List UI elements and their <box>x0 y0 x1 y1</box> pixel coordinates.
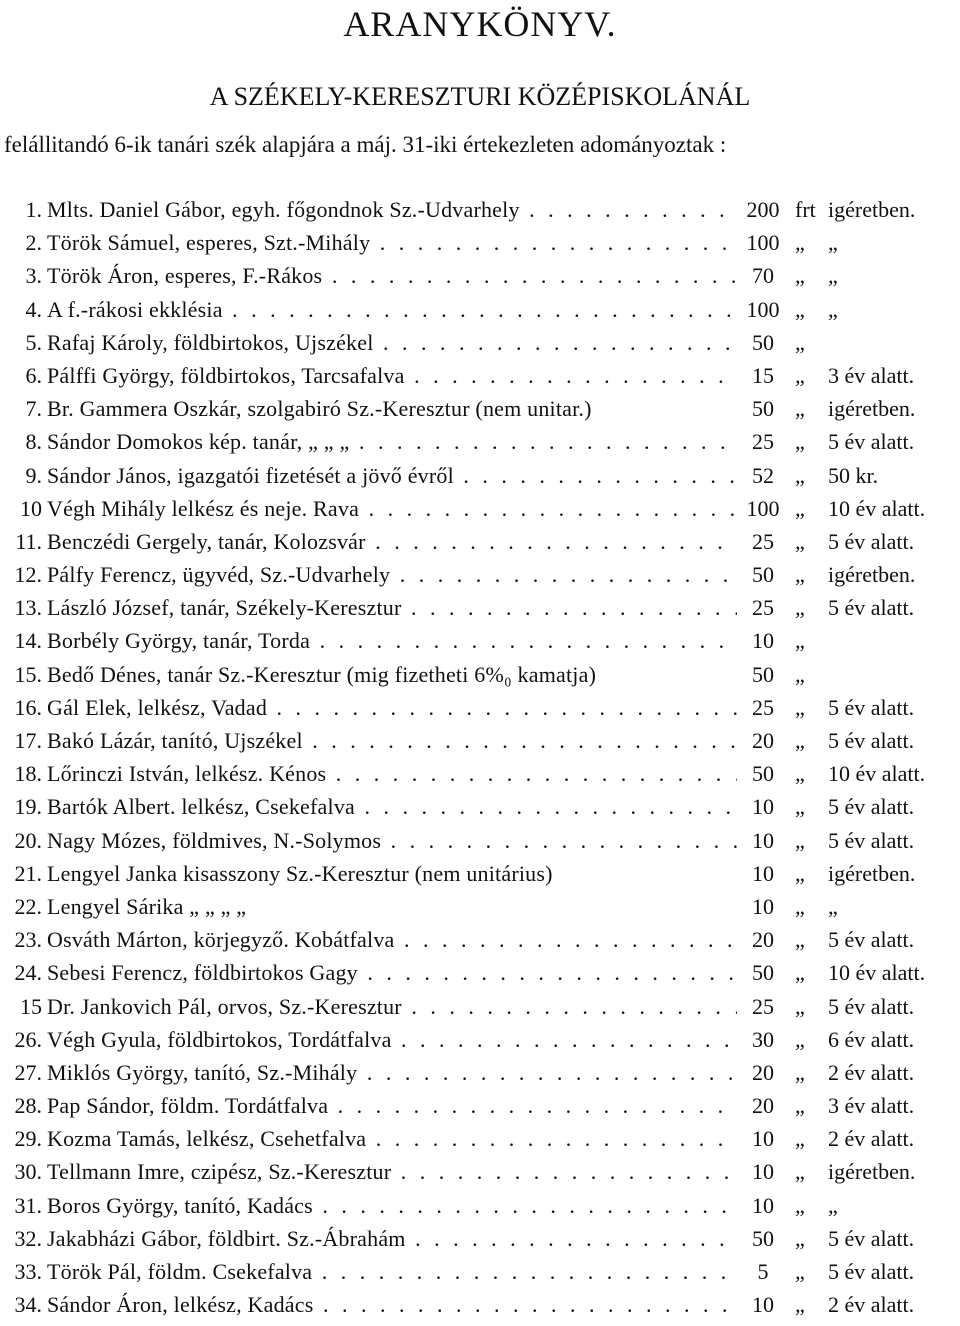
currency-unit: „ <box>795 263 805 289</box>
donation-note: „ <box>828 893 838 919</box>
donation-amount: 10 <box>738 857 788 890</box>
entry-number: 5. <box>25 329 42 355</box>
donation-note: igéretben. <box>828 860 916 886</box>
donor-row <box>0 857 960 890</box>
donor-row <box>0 1189 960 1222</box>
donation-amount: 50 <box>738 658 788 691</box>
donation-amount: 70 <box>738 259 788 292</box>
currency-unit: „ <box>795 230 805 256</box>
donation-note: 3 év alatt. <box>828 1093 915 1119</box>
donor-name: Lengyel Sárika „ „ „ „ <box>47 893 247 919</box>
donor-row <box>0 1288 960 1321</box>
currency-unit: „ <box>795 960 805 986</box>
donation-amount: 50 <box>738 558 788 591</box>
donation-amount: 50 <box>738 757 788 790</box>
entry-number: 15. <box>14 661 42 687</box>
donor-name: Gál Elek, lelkész, Vadad . . . <box>47 691 737 724</box>
donor-name: Br. Gammera Oszkár, szolgabiró Sz.-Keresztur (nem unitar.) <box>47 396 592 422</box>
currency-unit: „ <box>795 794 805 820</box>
donor-row <box>0 525 960 558</box>
currency-unit: „ <box>795 1026 805 1052</box>
donation-note: 5 év alatt. <box>828 528 915 554</box>
entry-number: 22. <box>14 893 42 919</box>
donor-name: Pálfy Ferencz, ügyvéd, Sz.-Udvarhely . . . <box>47 558 737 591</box>
donor-row <box>0 492 960 525</box>
donor-name: Végh Mihály lelkész és neje. Rava . . . <box>47 492 737 525</box>
currency-unit: „ <box>795 1225 805 1251</box>
donor-name: Tellmann Imre, czipész, Sz.-Keresztur . . . <box>47 1155 737 1188</box>
currency-unit: „ <box>795 528 805 554</box>
donor-name: Lengyel Janka kisasszony Sz.-Keresztur (nem unitárius) <box>47 860 553 886</box>
donation-note: 10 év alatt. <box>828 495 926 521</box>
donation-amount: 25 <box>738 525 788 558</box>
entry-number: 2. <box>25 230 42 256</box>
donation-amount: 52 <box>738 459 788 492</box>
donor-row <box>0 724 960 757</box>
donation-note: 5 év alatt. <box>828 827 915 853</box>
donor-name: Boros György, tanító, Kadács . . . <box>47 1189 737 1222</box>
entry-number: 24. <box>14 960 42 986</box>
donor-name: Sándor Domokos kép. tanár, „ „ „ . . . <box>47 425 737 458</box>
currency-unit: „ <box>795 694 805 720</box>
donation-note: „ <box>828 230 838 256</box>
entry-number: 28. <box>14 1093 42 1119</box>
entry-number: 32. <box>14 1225 42 1251</box>
donation-amount: 100 <box>738 492 788 525</box>
donor-row <box>0 193 960 226</box>
entry-number: 9. <box>25 462 42 488</box>
currency-unit: „ <box>795 728 805 753</box>
currency-unit: „ <box>795 1159 805 1185</box>
entry-number: 19. <box>14 794 42 820</box>
entry-number: 34. <box>14 1292 42 1318</box>
donor-row <box>0 1122 960 1155</box>
entry-number: 14. <box>14 628 42 654</box>
donor-row <box>0 359 960 392</box>
donation-amount: 50 <box>738 1222 788 1255</box>
currency-unit: „ <box>795 1292 805 1318</box>
donor-name: Lőrinczi István, lelkész. Kénos . . . <box>47 757 737 790</box>
donor-row <box>0 392 960 425</box>
donation-note: igéretben. <box>828 197 916 222</box>
donor-name: Török Áron, esperes, F.-Rákos . . . <box>47 259 737 292</box>
donation-amount: 100 <box>738 293 788 326</box>
currency-unit: „ <box>795 429 805 455</box>
currency-unit: „ <box>795 661 805 687</box>
entry-number: 10 <box>20 495 42 521</box>
donor-name: Kozma Tamás, lelkész, Csehetfalva . . . <box>47 1122 737 1155</box>
donor-row <box>0 1089 960 1122</box>
donor-name: Benczédi Gergely, tanár, Kolozsvár . . . <box>47 525 737 558</box>
donor-row <box>0 591 960 624</box>
donor-name: László József, tanár, Székely-Keresztur . . . <box>47 591 737 624</box>
donor-row <box>0 624 960 657</box>
donation-amount: 10 <box>738 1189 788 1222</box>
donation-note: 5 év alatt. <box>828 429 915 455</box>
donor-row <box>0 1056 960 1089</box>
donor-name: Török Sámuel, esperes, Szt.-Mihály . . . <box>47 226 737 259</box>
entry-number: 20. <box>14 827 42 853</box>
donor-row <box>0 558 960 591</box>
currency-unit: „ <box>795 893 805 919</box>
donor-row <box>0 1222 960 1255</box>
entry-number: 17. <box>14 728 42 753</box>
currency-unit: „ <box>795 562 805 588</box>
entry-number: 30. <box>14 1159 42 1185</box>
donation-note: 5 év alatt. <box>828 595 915 621</box>
entry-number: 13. <box>14 595 42 621</box>
donation-amount: 10 <box>738 1288 788 1321</box>
donation-note: 5 év alatt. <box>828 794 915 820</box>
donor-row <box>0 956 960 989</box>
donation-note: 5 év alatt. <box>828 927 915 953</box>
entry-number: 12. <box>14 562 42 588</box>
currency-unit: „ <box>795 329 805 355</box>
currency-unit: „ <box>795 1126 805 1152</box>
donation-amount: 20 <box>738 1056 788 1089</box>
currency-unit: „ <box>795 927 805 953</box>
donation-note: 6 év alatt. <box>828 1026 915 1052</box>
donor-row <box>0 425 960 458</box>
entry-number: 15 <box>20 993 42 1019</box>
donor-row <box>0 824 960 857</box>
currency-unit: „ <box>795 628 805 654</box>
donor-row <box>0 1023 960 1056</box>
currency-unit: „ <box>795 396 805 422</box>
donation-amount: 50 <box>738 956 788 989</box>
currency-unit: „ <box>795 993 805 1019</box>
currency-unit: „ <box>795 296 805 322</box>
donation-amount: 100 <box>738 226 788 259</box>
donor-name: A f.-rákosi ekklésia . . . <box>47 293 737 326</box>
donor-name: Dr. Jankovich Pál, orvos, Sz.-Keresztur . . . <box>47 990 737 1023</box>
donation-note: „ <box>828 296 838 322</box>
donation-amount: 50 <box>738 392 788 425</box>
intro-text: felállitandó 6-ik tanári szék alapjára a máj. 31-iki értekezleten adományoztak : <box>4 132 727 157</box>
donor-row <box>0 790 960 823</box>
donation-note: 5 év alatt. <box>828 694 915 720</box>
donor-name: Sebesi Ferencz, földbirtokos Gagy . . . <box>47 956 737 989</box>
donation-amount: 10 <box>738 790 788 823</box>
currency-unit: „ <box>795 1259 805 1284</box>
donation-note: 5 év alatt. <box>828 993 915 1019</box>
donor-name: Nagy Mózes, földmives, N.-Solymos . . . <box>47 824 737 857</box>
page-subtitle: A SZÉKELY-KERESZTURI KÖZÉPISKOLÁNÁL <box>209 82 751 111</box>
currency-unit: „ <box>795 362 805 388</box>
donor-name: Rafaj Károly, földbirtokos, Ujszékel . . . <box>47 326 737 359</box>
donation-amount: 10 <box>738 1155 788 1188</box>
donation-note: igéretben. <box>828 562 916 588</box>
entry-number: 23. <box>14 927 42 953</box>
donor-name: Bedő Dénes, tanár Sz.-Keresztur (mig fizetheti 6%₀ kamatja) <box>47 661 597 687</box>
donor-name: Jakabházi Gábor, földbirt. Sz.-Ábrahám . . . <box>47 1222 737 1255</box>
donation-amount: 10 <box>738 824 788 857</box>
donor-row <box>0 293 960 326</box>
currency-unit: „ <box>795 827 805 853</box>
donation-note: 2 év alatt. <box>828 1292 915 1318</box>
donation-note: 2 év alatt. <box>828 1126 915 1152</box>
entry-number: 26. <box>14 1026 42 1052</box>
donor-list <box>0 193 960 1321</box>
donor-row <box>0 757 960 790</box>
donor-name: Pap Sándor, földm. Tordátfalva . . . <box>47 1089 737 1122</box>
donation-amount: 25 <box>738 990 788 1023</box>
donation-amount: 5 <box>738 1255 788 1288</box>
donation-note: 3 év alatt. <box>828 362 915 388</box>
page-title: ARANYKÖNYV. <box>343 4 617 44</box>
donor-row <box>0 990 960 1023</box>
donor-name: Mlts. Daniel Gábor, egyh. főgondnok Sz.-Udvarhely . . . <box>47 193 737 226</box>
entry-number: 7. <box>25 396 42 422</box>
donation-note: 5 év alatt. <box>828 1225 915 1251</box>
entry-number: 11. <box>15 528 42 554</box>
currency-unit: „ <box>795 462 805 488</box>
currency-unit: frt <box>795 197 816 222</box>
donation-note: 5 év alatt. <box>828 728 915 753</box>
donation-amount: 25 <box>738 591 788 624</box>
entry-number: 27. <box>14 1059 42 1085</box>
donation-amount: 25 <box>738 425 788 458</box>
donation-amount: 20 <box>738 1089 788 1122</box>
donation-amount: 10 <box>738 1122 788 1155</box>
entry-number: 16. <box>14 694 42 720</box>
entry-number: 31. <box>14 1192 42 1218</box>
donor-row <box>0 890 960 923</box>
currency-unit: „ <box>795 495 805 521</box>
donation-note: „ <box>828 1192 838 1218</box>
donor-name: Sándor János, igazgatói fizetését a jövő évről . . . <box>47 459 737 492</box>
donation-amount: 20 <box>738 724 788 757</box>
currency-unit: „ <box>795 860 805 886</box>
donation-note: 50 kr. <box>828 462 879 488</box>
donation-amount: 50 <box>738 326 788 359</box>
donor-row <box>0 1155 960 1188</box>
donor-row <box>0 326 960 359</box>
donation-note: igéretben. <box>828 1159 916 1185</box>
donor-name: Bartók Albert. lelkész, Csekefalva . . . <box>47 790 737 823</box>
donation-note: 2 év alatt. <box>828 1059 915 1085</box>
entry-number: 4. <box>25 296 42 322</box>
entry-number: 6. <box>25 362 42 388</box>
donation-note: igéretben. <box>828 396 916 422</box>
donor-name: Bakó Lázár, tanító, Ujszékel . . . <box>47 724 737 757</box>
entry-number: 3. <box>25 263 42 289</box>
donor-row <box>0 226 960 259</box>
donor-name: Török Pál, földm. Csekefalva . . . <box>47 1255 737 1288</box>
entry-number: 8. <box>25 429 42 455</box>
entry-number: 18. <box>14 761 42 787</box>
donation-amount: 15 <box>738 359 788 392</box>
donation-note: 10 év alatt. <box>828 761 926 787</box>
donor-name: Miklós György, tanító, Sz.-Mihály . . . <box>47 1056 737 1089</box>
donor-row <box>0 658 960 691</box>
entry-number: 1. <box>25 197 42 222</box>
donor-name: Sándor Áron, lelkész, Kadács . . . <box>47 1288 737 1321</box>
donor-name: Osváth Márton, körjegyző. Kobátfalva . . . <box>47 923 737 956</box>
donation-amount: 200 <box>738 193 788 226</box>
donor-row <box>0 691 960 724</box>
currency-unit: „ <box>795 1192 805 1218</box>
currency-unit: „ <box>795 761 805 787</box>
donor-row <box>0 1255 960 1288</box>
donation-amount: 30 <box>738 1023 788 1056</box>
donor-name: Pálffi György, földbirtokos, Tarcsafalva . . . <box>47 359 737 392</box>
donation-note: 10 év alatt. <box>828 960 926 986</box>
currency-unit: „ <box>795 1093 805 1119</box>
entry-number: 21. <box>14 860 42 886</box>
donation-amount: 10 <box>738 890 788 923</box>
donor-name: Végh Gyula, földbirtokos, Tordátfalva . . . <box>47 1023 737 1056</box>
donor-row <box>0 459 960 492</box>
currency-unit: „ <box>795 595 805 621</box>
entry-number: 33. <box>14 1259 42 1284</box>
donor-row <box>0 923 960 956</box>
entry-number: 29. <box>14 1126 42 1152</box>
donation-amount: 25 <box>738 691 788 724</box>
donor-name: Borbély György, tanár, Torda . . . <box>47 624 737 657</box>
donation-note: 5 év alatt. <box>828 1259 915 1284</box>
donation-amount: 20 <box>738 923 788 956</box>
donor-row <box>0 259 960 292</box>
donation-amount: 10 <box>738 624 788 657</box>
donation-note: „ <box>828 263 838 289</box>
currency-unit: „ <box>795 1059 805 1085</box>
